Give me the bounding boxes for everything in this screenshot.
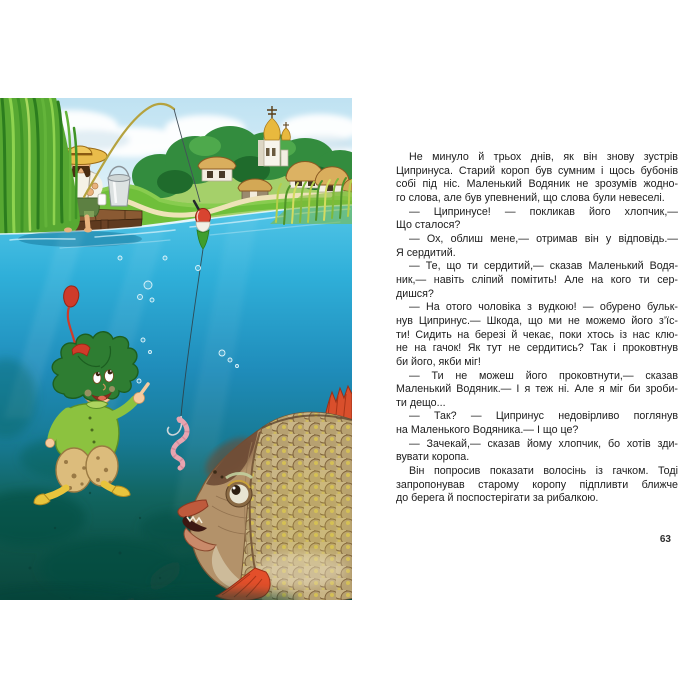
story-line: собі під ніс. Маленький Водяник не зрозумів жодно- <box>396 178 678 191</box>
story-line: — Те, що ти сердитий,— сказав Маленький Водя- <box>409 260 678 273</box>
story-line: запропонував старому коропу підпливти ближче <box>396 478 678 491</box>
story-line: — Ципринусе! — покликав його хлопчик,— <box>409 205 678 218</box>
story-line: не на гачок! Як тут не сердитись? Так і проковтнув <box>396 342 678 355</box>
fisherman-hand <box>92 183 98 189</box>
story-text-column <box>396 151 678 506</box>
story-line: — Зачекай,— сказав йому хлопчик, бо хотів зди- <box>409 437 678 450</box>
story-line: би його, якби міг! <box>396 355 481 368</box>
story-paragraph <box>396 438 678 465</box>
left-hand <box>46 439 55 448</box>
story-line: ти дещо... <box>396 396 446 409</box>
bait-jar <box>98 194 106 205</box>
fisherman-foot <box>64 228 72 233</box>
page-number: 63 <box>659 534 671 545</box>
story-line: вувати коропа. <box>396 451 470 464</box>
story-paragraph <box>396 465 678 506</box>
story-line: ти! Сидить на березі й чекає, поки хтось із нас клю- <box>396 328 678 341</box>
story-paragraph <box>396 206 678 233</box>
fisherman-foot <box>84 228 92 233</box>
reeds-left <box>0 98 80 236</box>
story-line: ник,— навіть сліпий помітить! Але на кого ти сер- <box>396 273 678 286</box>
story-line: Він попросив показати волосінь із гачком. Тоді <box>409 465 678 478</box>
story-line: Не минуло й трьох днів, як він знову зустрів <box>409 151 678 163</box>
story-line: на Маленького Водяника.— І що це? <box>396 424 579 437</box>
story-paragraph <box>396 260 678 301</box>
story-line: Я сердитий. <box>396 246 456 259</box>
story-line: — Ох, облиш мене,— отримав він у відповідь.— <box>409 232 678 245</box>
story-paragraph <box>396 410 678 437</box>
story-paragraph <box>396 370 678 411</box>
story-line: — Ти не можеш його проковтнути,— сказав <box>409 369 678 382</box>
story-line: до берега й поспостерігати за рибалкою. <box>396 492 599 505</box>
story-line: Що сталося? <box>396 219 461 232</box>
story-paragraph <box>396 301 678 369</box>
story-line: Ципринуса. Старий короп був сумним і щось бубонів <box>396 164 678 177</box>
illustration-fishing-scene <box>0 98 352 600</box>
story-line: Маленький Водяник.— І я теж ні. Але я міг би зроби- <box>396 383 678 396</box>
story-paragraph <box>396 233 678 260</box>
story-line: го слова, але був упевнений, що слова були невеселі. <box>396 191 665 204</box>
story-paragraph <box>396 151 678 206</box>
story-line: нув Ципринус.— Шкода, що ми не можемо його з’їс- <box>396 314 678 327</box>
story-line: — Так? — Ципринус недовірливо поглянув <box>409 410 678 423</box>
pants <box>86 446 118 486</box>
story-line: — На отого чоловіка з вудкою! — обурено бульк- <box>409 301 678 314</box>
red-cap-tip <box>64 286 79 307</box>
story-line: дишся? <box>396 287 434 300</box>
